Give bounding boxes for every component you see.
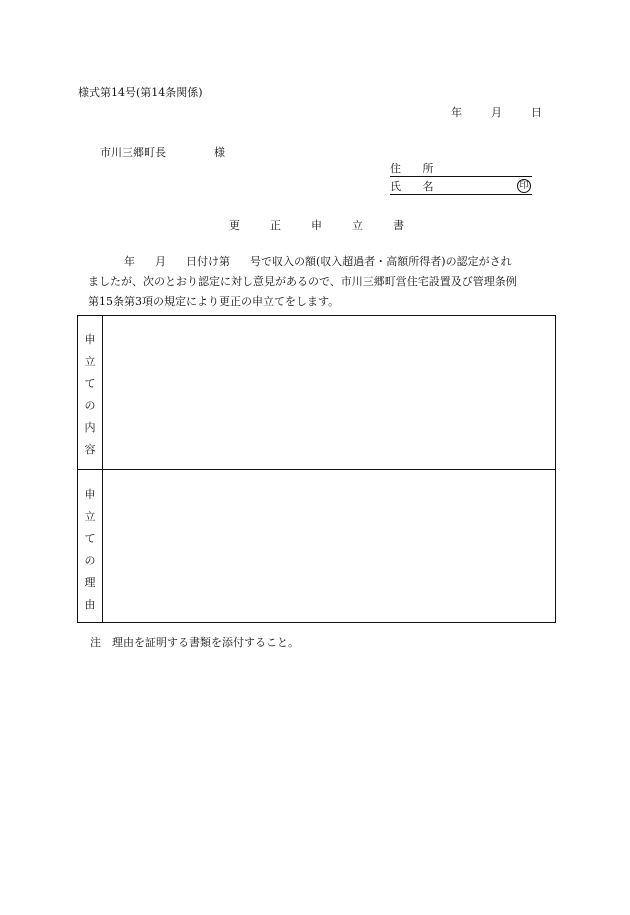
body-year: 年 (124, 255, 135, 268)
body-rest: 号で収入の額(収入超過者・高額所得者)の認定がされ (250, 255, 512, 268)
reason-label: 申 立 て の 理 由 (84, 488, 96, 611)
name-label: 氏 名 (390, 180, 443, 193)
body-text (88, 252, 560, 312)
content-label-cell (78, 316, 103, 469)
body-line-1 (88, 252, 560, 272)
reason-row (78, 470, 555, 623)
title-char: 申 (311, 219, 322, 232)
footnote: 注 理由を証明する書類を添付すること。 (90, 636, 299, 649)
content-input-area[interactable] (103, 316, 555, 469)
reason-label-cell (78, 470, 103, 623)
address-field[interactable] (390, 160, 532, 177)
content-label: 申 立 て の 内 容 (84, 333, 96, 456)
date-year: 年 (451, 106, 462, 119)
seal-mark: 印 (517, 179, 531, 193)
title-char: 更 (229, 219, 240, 232)
reason-input-area[interactable] (103, 470, 555, 623)
body-line-3: 第15条第3項の規定により更正の申立てをします。 (88, 295, 340, 308)
body-day: 日付け第 (186, 255, 230, 268)
document-title (229, 217, 434, 233)
content-row (78, 316, 555, 470)
addressee-name: 市川三郷町長 (100, 146, 166, 159)
name-field[interactable] (390, 178, 532, 195)
date-line (451, 104, 542, 120)
date-day: 日 (531, 106, 542, 119)
form-table (77, 315, 556, 623)
address-label: 住 所 (390, 162, 443, 175)
addressee (100, 144, 225, 160)
title-char: 立 (352, 219, 363, 232)
title-char: 書 (393, 219, 404, 232)
body-line-2: ましたが、次のとおり認定に対し意見があるので、市川三郷町営住宅設置及び管理条例 (88, 275, 517, 288)
form-number: 様式第14号(第14条関係) (78, 86, 203, 99)
date-month: 月 (491, 106, 502, 119)
title-char: 正 (270, 219, 281, 232)
body-month: 月 (155, 255, 166, 268)
addressee-honorific: 様 (214, 146, 225, 159)
